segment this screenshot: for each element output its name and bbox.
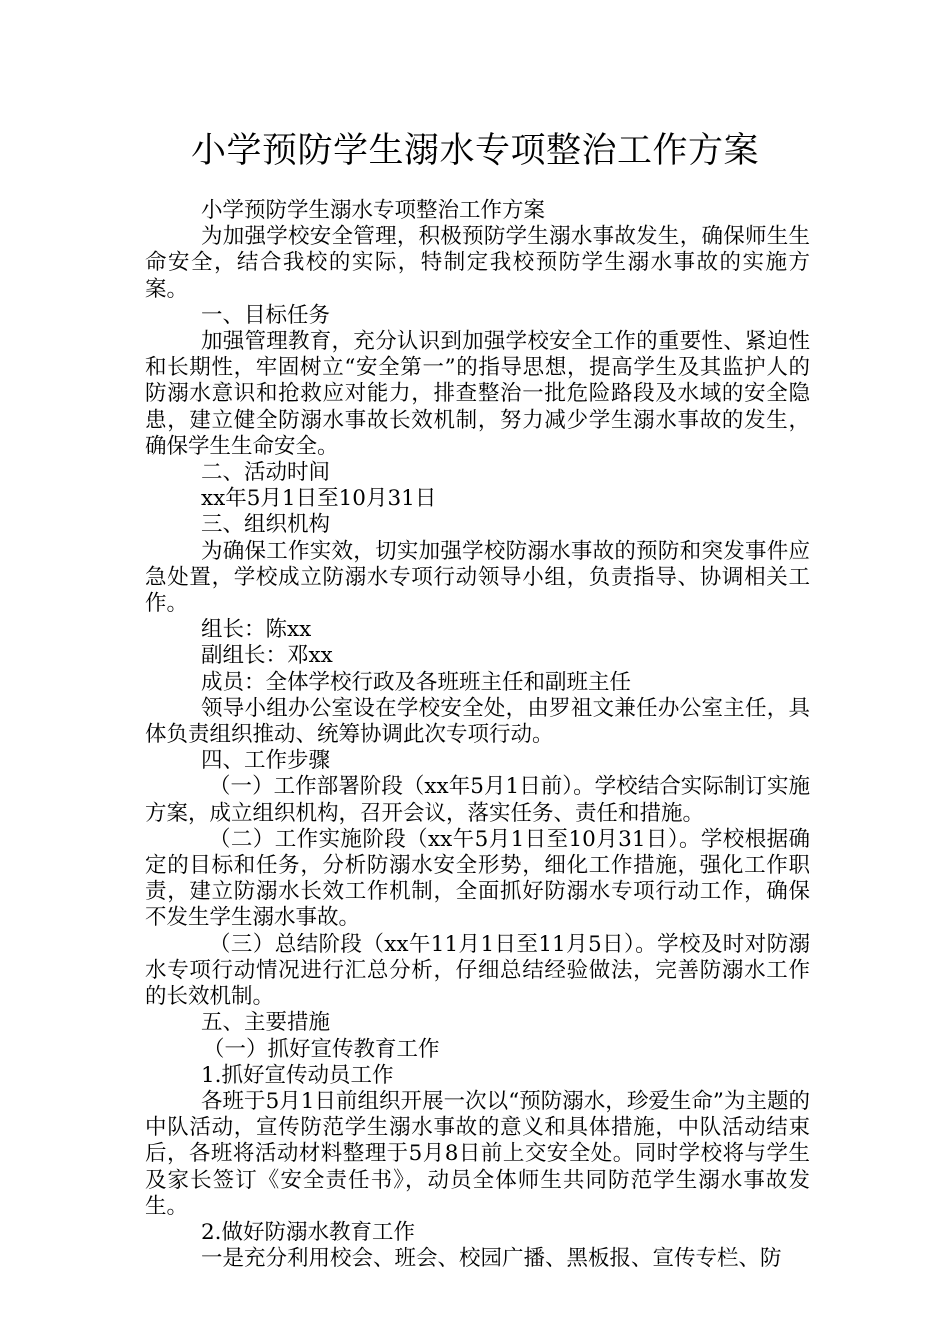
- section-heading: 三、组织机构: [201, 512, 331, 538]
- body-paragraph: （二）工作实施阶段（xx午5月1日至10月31日）。学校根据确定的目标和任务，分析防溺水安全形势，细化工作措施，强化工作职责，建立防溺水长效工作机制，全面抓好防溺水专项行动工作，确保不发生学生溺水事故。: [145, 826, 810, 931]
- body-paragraph: 各班于5月1日前组织开展一次以“预防溺水，珍爱生命”为主题的中队活动，宣传防范学生溺水事故的意义和具体措施，中队活动结束后，各班将活动材料整理于5月8日前上交安全处。同时学校将与学生及家长签订《安全责任书》，动员全体师生共同防范学生溺水事故发生。: [145, 1088, 810, 1219]
- body-paragraph: 加强管理教育，充分认识到加强学校安全工作的重要性、紧迫性和长期性，牢固树立“安全第一”的指导思想，提高学生及其监护人的防溺水意识和抢救应对能力，排查整治一批危险路段及水域的安全隐患，建立健全防溺水事故长效机制，努力减少学生溺水事故的发生，确保学生生命安全。: [145, 329, 810, 459]
- intro-paragraph: 为加强学校安全管理，积极预防学生溺水事故发生，确保师生生命安全，结合我校的实际，特制定我校预防学生溺水事故的实施方案。: [145, 224, 810, 302]
- body-paragraph: 领导小组办公室设在学校安全处，由罗祖文兼任办公室主任，具体负责组织推动、统筹协调此次专项行动。: [145, 695, 810, 748]
- document-title: 小学预防学生溺水专项整治工作方案: [190, 131, 759, 171]
- body-paragraph: 副组长：邓xx: [201, 643, 333, 669]
- section-heading: 四、工作步骤: [201, 748, 331, 774]
- section-heading: 五、主要措施: [201, 1010, 331, 1036]
- body-paragraph: xx年5月1日至10月31日: [201, 486, 437, 512]
- body-paragraph: （一）工作部署阶段（xx年5月1日前）。学校结合实际制订实施方案，成立组织机构，召开会议，落实任务、责任和措施。: [145, 774, 810, 826]
- section-heading: 二、活动时间: [201, 460, 331, 486]
- body-paragraph: 一是充分利用校会、班会、校园广播、黑板报、宣传专栏、防: [201, 1246, 782, 1272]
- body-paragraph: （三）总结阶段（xx午11月1日至11月5日）。学校及时对防溺水专项行动情况进行汇总分析，仔细总结经验做法，完善防溺水工作的长效机制。: [145, 931, 810, 1010]
- subsection-heading: （一）抓好宣传教育工作: [203, 1036, 440, 1062]
- section-heading: 一、目标任务: [201, 302, 331, 328]
- subsection-heading: 1.抓好宣传动员工作: [201, 1062, 394, 1088]
- body-paragraph: 成员：全体学校行政及各班班主任和副班主任: [201, 669, 632, 695]
- subsection-heading: 2.做好防溺水教育工作: [201, 1219, 416, 1245]
- document-body: [145, 198, 810, 1272]
- body-paragraph: 组长：陈xx: [201, 617, 312, 643]
- subtitle-paragraph: 小学预防学生溺水专项整治工作方案: [201, 198, 546, 223]
- body-paragraph: 为确保工作实效，切实加强学校防溺水事故的预防和突发事件应急处置，学校成立防溺水专项行动领导小组，负责指导、协调相关工作。: [145, 538, 810, 617]
